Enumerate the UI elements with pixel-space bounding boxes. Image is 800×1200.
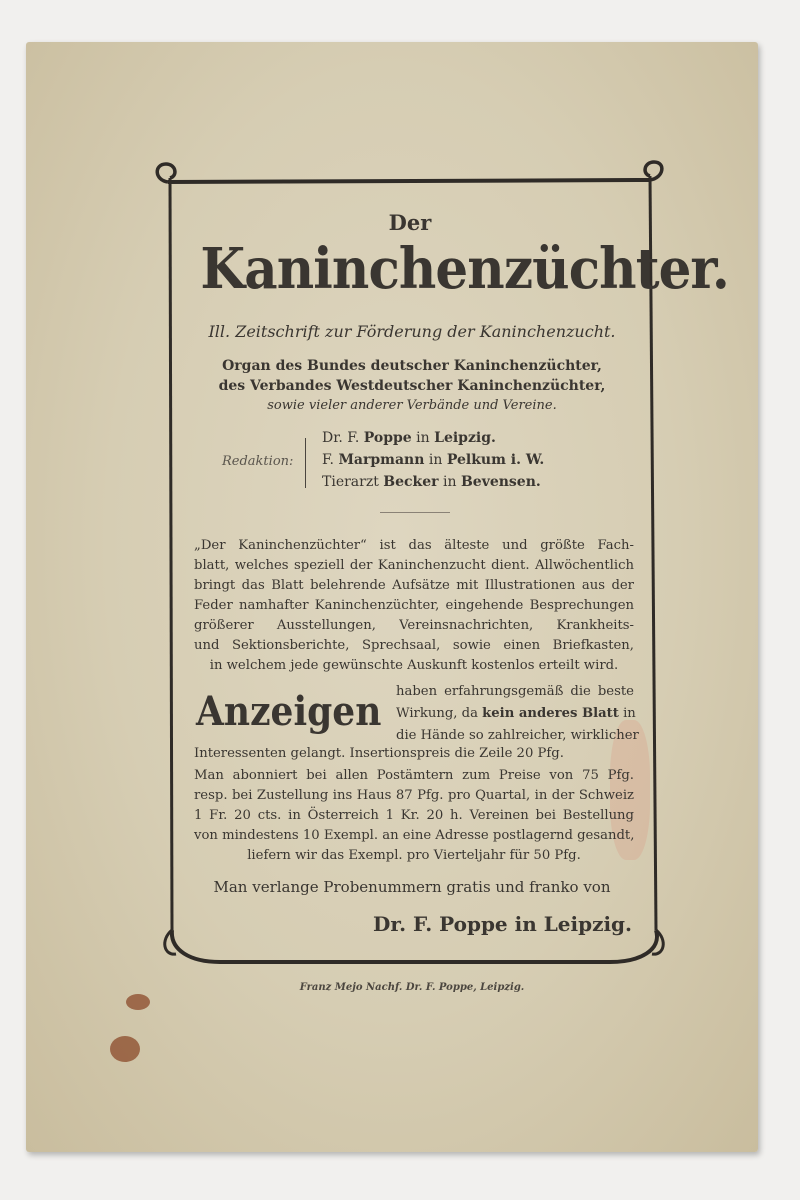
- subscription-line: Man abonniert bei allen Postämtern zum Preise von 75 Pfg.: [194, 768, 634, 783]
- subscription-line: liefern wir das Exempl. pro Vierteljahr für 50 Pfg.: [247, 848, 581, 863]
- editor-prefix: Dr. F.: [322, 430, 360, 446]
- anzeigen-text: Wirkung, da: [396, 706, 478, 721]
- subscription-line: von mindestens 10 Exempl. an eine Adresse postlagernd gesandt,: [194, 828, 635, 843]
- organ-line: Organ des Bundes deutscher Kaninchenzüchter,: [222, 358, 602, 374]
- editor-place: Leipzig.: [434, 430, 496, 446]
- stain: [110, 1036, 140, 1062]
- anzeigen-line: die Hände so zahlreicher, wirklicher: [396, 728, 639, 743]
- description-line: und Sektionsberichte, Sprechsaal, sowie einen Briefkasten,: [194, 638, 634, 653]
- organ-line: des Verbandes Westdeutscher Kaninchenzüchter,: [218, 378, 606, 394]
- editor-place: Pelkum i. W.: [446, 452, 545, 468]
- anzeigen-heading: Anzeigen: [196, 688, 382, 735]
- editor-line: [322, 452, 622, 468]
- stain: [126, 994, 150, 1010]
- description-line: „Der Kaninchenzüchter“ ist das älteste und größte Fach-: [194, 538, 634, 553]
- editor-line: [322, 474, 622, 490]
- anzeigen-line: haben erfahrungsgemäß die beste: [396, 684, 634, 699]
- editor-prefix: Tierarzt: [322, 474, 379, 490]
- organ-line: sowie vieler anderer Verbände und Vereine.: [267, 398, 557, 413]
- publisher-name: Dr. F. Poppe in Leipzig.: [373, 912, 632, 936]
- masthead-title: Kaninchenzüchter.: [200, 236, 729, 302]
- description-line: bringt das Blatt belehrende Aufsätze mit Illustrationen aus der: [194, 578, 634, 593]
- editor-in: in: [428, 452, 443, 468]
- anzeigen-text: in: [623, 706, 636, 721]
- masthead-subtitle: Ill. Zeitschrift zur Förderung der Kaninchenzucht.: [208, 322, 616, 341]
- editor-in: in: [416, 430, 430, 446]
- description-line: in welchem jede gewünschte Auskunft kostenlos erteilt wird.: [209, 658, 619, 673]
- redaktion-label: Redaktion:: [222, 454, 294, 469]
- redaktion-bracket: [305, 438, 306, 488]
- editor-name: Poppe: [363, 430, 412, 446]
- editor-name: Marpmann: [338, 452, 425, 468]
- editor-name: Becker: [383, 474, 439, 490]
- anzeigen-line: Interessenten gelangt. Insertionspreis die Zeile 20 Pfg.: [194, 746, 564, 761]
- description-line: größerer Ausstellungen, Vereinsnachrichten, Krankheits-: [194, 618, 634, 633]
- description-line: blatt, welches speziell der Kaninchenzucht dient. Allwöchentlich: [194, 558, 634, 573]
- masthead-der: Der: [388, 210, 432, 235]
- anzeigen-line: [396, 706, 634, 721]
- anzeigen-emphasis: kein anderes Blatt: [482, 706, 619, 721]
- editor-prefix: F.: [322, 452, 334, 468]
- description-line: Feder namhafter Kaninchenzüchter, eingehende Besprechungen: [194, 598, 634, 613]
- subscription-line: 1 Fr. 20 cts. in Österreich 1 Kr. 20 h. Vereinen bei Bestellung: [194, 808, 634, 823]
- printer-imprint: Franz Mejo Nachf. Dr. F. Poppe, Leipzig.: [299, 982, 525, 993]
- divider: [380, 512, 450, 513]
- editor-line: [322, 430, 622, 446]
- editor-in: in: [443, 474, 457, 490]
- editor-place: Bevensen.: [460, 474, 541, 490]
- subscription-line: resp. bei Zustellung ins Haus 87 Pfg. pro Quartal, in der Schweiz: [194, 788, 634, 803]
- sample-request: Man verlange Probenummern gratis und franko von: [213, 878, 611, 896]
